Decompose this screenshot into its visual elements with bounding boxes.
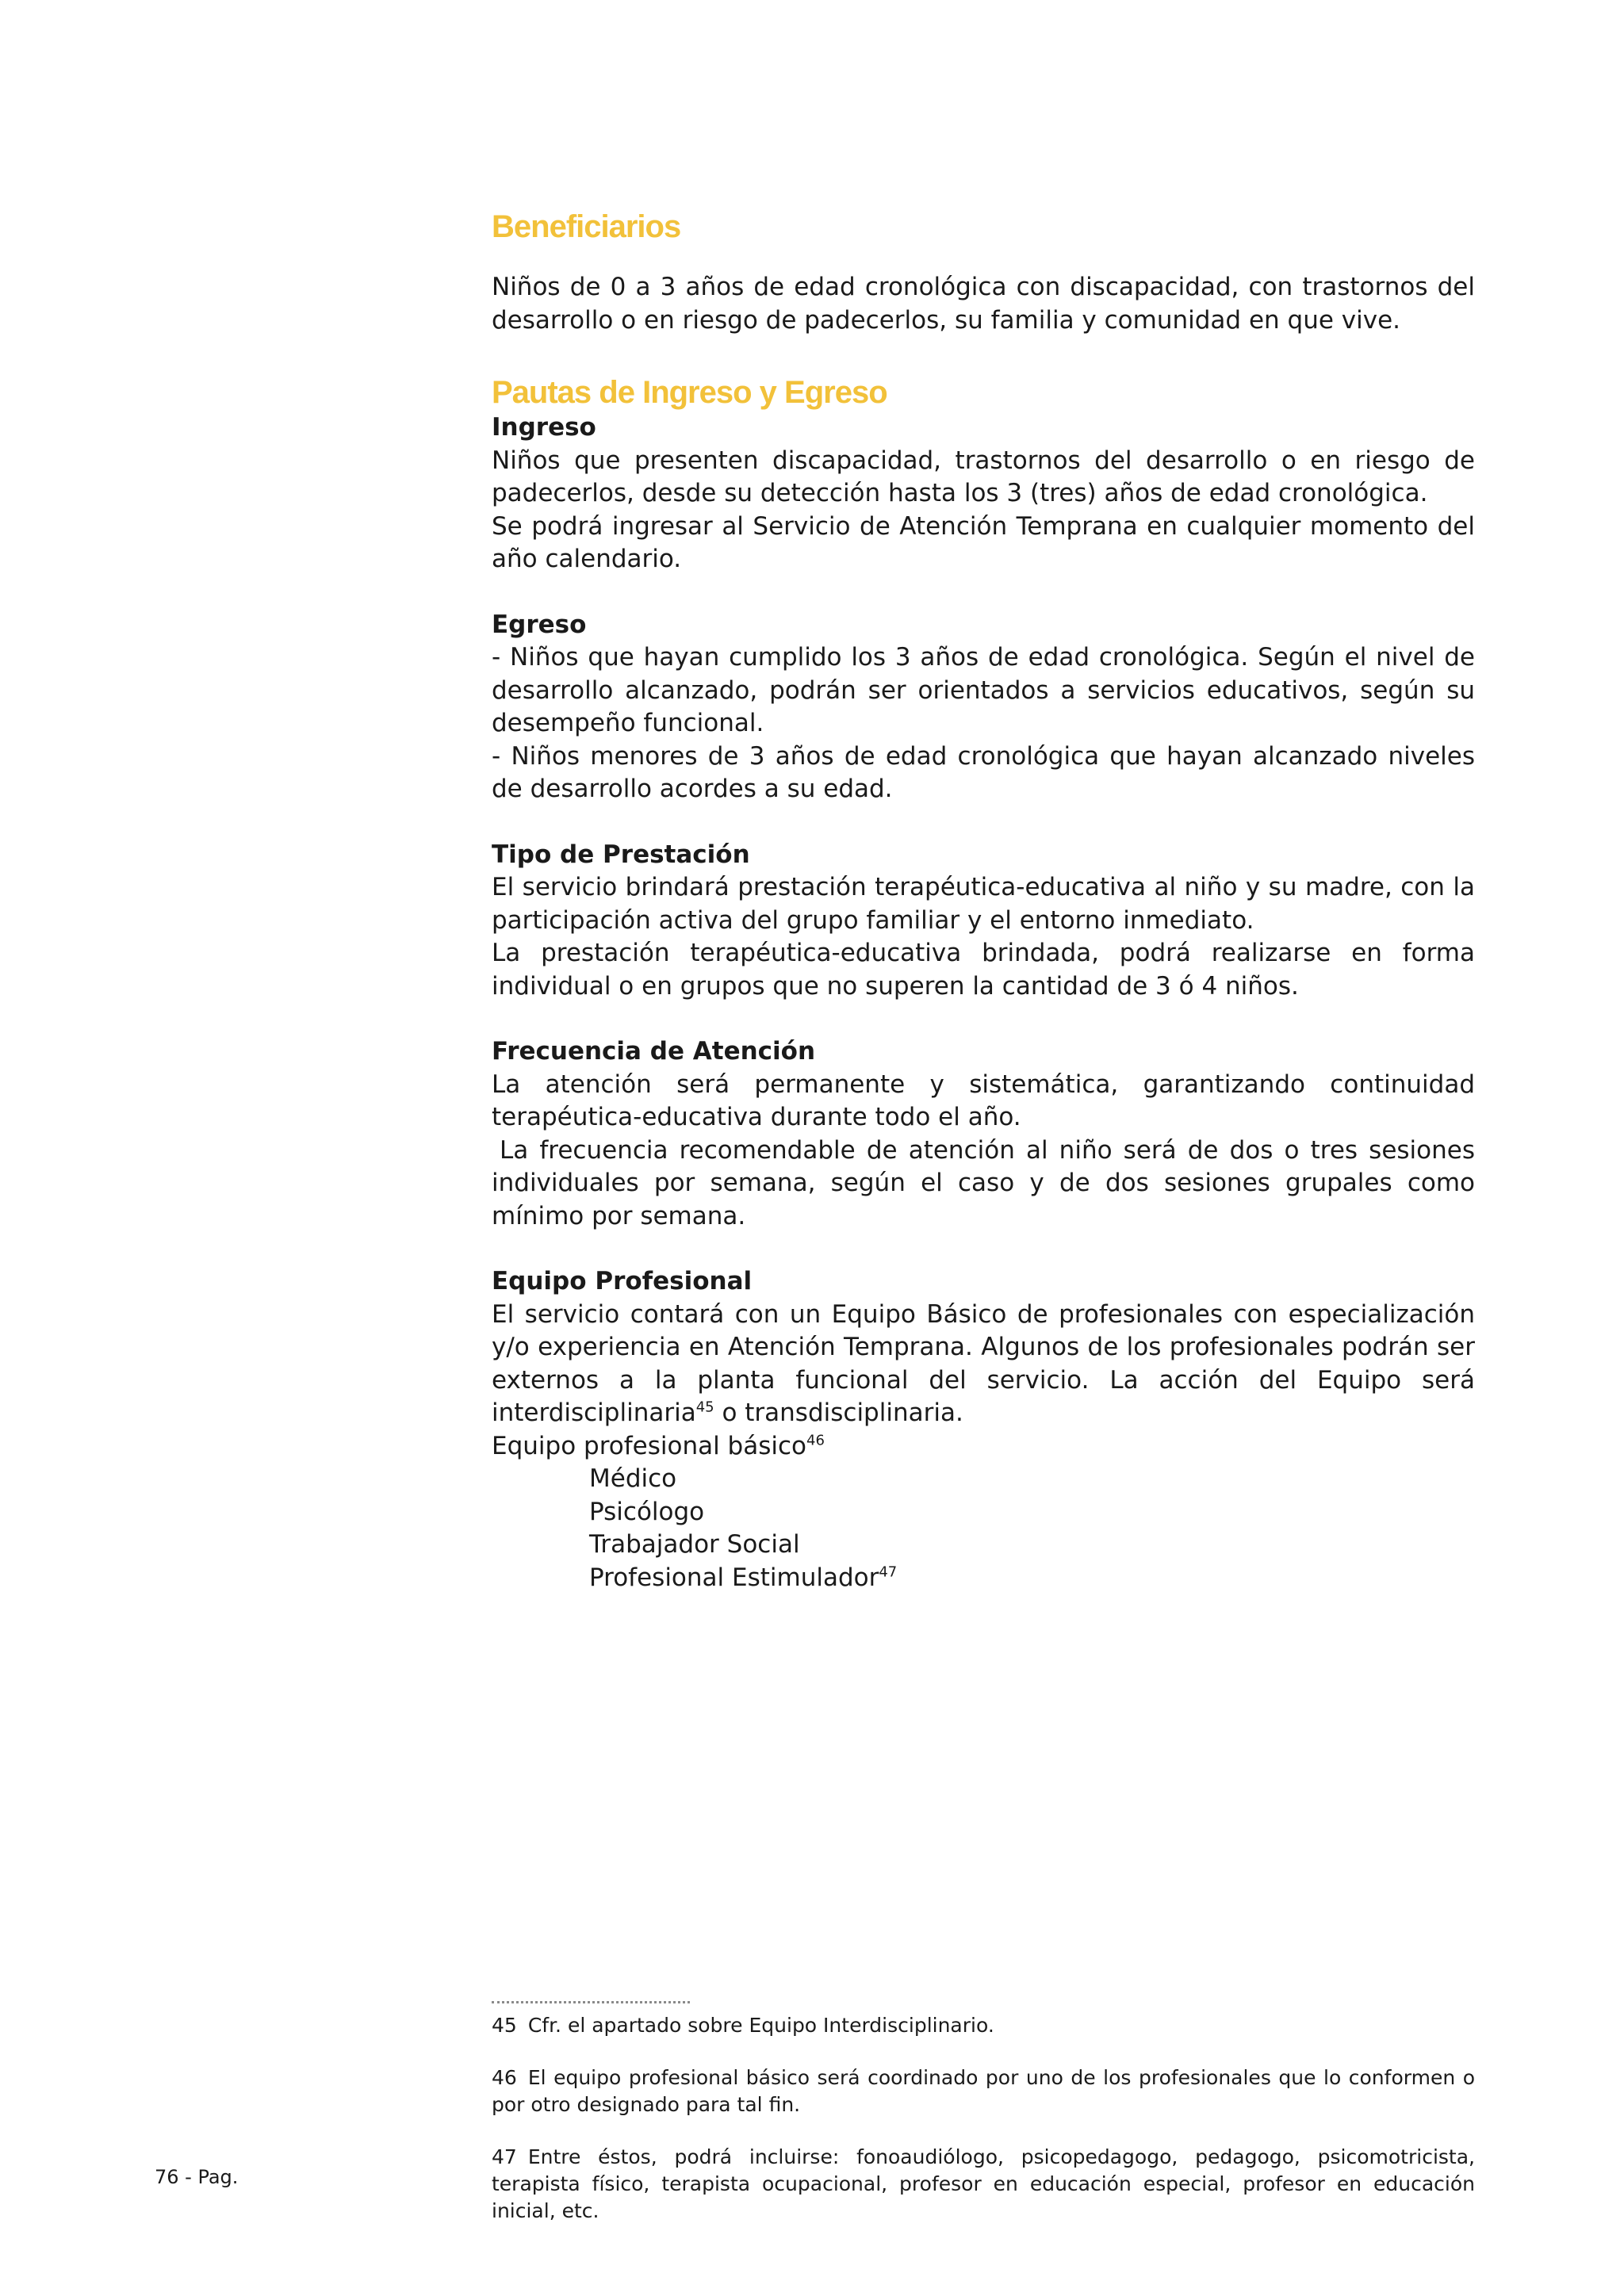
ingreso-paragraph-1: Niños que presenten discapacidad, trastornos del desarrollo o en riesgo de padecerlos, desde su detección hasta los 3 (tres) años de edad cronológica. — [492, 446, 1475, 507]
section-heading-beneficiarios: Beneficiarios — [492, 209, 681, 244]
footnote-text: Entre éstos, podrá incluirse: fonoaudiólogo, psicopedagogo, pedagogo, psicomotricista, terapista físico, terapista ocupacional, profesor en educación especial, profesor en educación inicial, etc. — [492, 2145, 1475, 2222]
footnote-ref-45[interactable]: 45 — [695, 1399, 714, 1416]
footnote-divider — [492, 2001, 690, 2003]
member-trabajador-social: Trabajador Social — [589, 1530, 800, 1559]
footnote-ref-47[interactable]: 47 — [879, 1563, 898, 1581]
footnote-ref-46[interactable]: 46 — [806, 1432, 825, 1449]
footnote-45 — [492, 2012, 1475, 2039]
footnote-47 — [492, 2144, 1475, 2225]
footnote-number: 47 — [492, 2145, 517, 2168]
member-profesional-estimulador-text: Profesional Estimulador — [589, 1563, 879, 1592]
tipo-paragraph-2: La prestación terapéutica-educativa brindada, podrá realizarse en forma individual o en grupos que no superen la cantidad de 3 ó 4 niños. — [492, 939, 1475, 1001]
beneficiarios-text: Niños de 0 a 3 años de edad cronológica con discapacidad, con trastornos del desarrollo o en riesgo de padecerlos, su familia y comunidad en que vive. — [492, 273, 1475, 335]
tipo-paragraph-1: El servicio brindará prestación terapéutica-educativa al niño y su madre, con la participación activa del grupo familiar y el entorno inmediato. — [492, 873, 1475, 935]
member-profesional-estimulador — [492, 1562, 1475, 1595]
equipo-basic-line — [492, 1430, 1475, 1464]
member-medico: Médico — [589, 1464, 677, 1493]
egreso-title: Egreso — [492, 610, 587, 639]
equipo-paragraph-1 — [492, 1299, 1475, 1430]
footnotes — [492, 2012, 1475, 2225]
frecuencia-title: Frecuencia de Atención — [492, 1037, 816, 1066]
equipo-paragraph-text: El servicio contará con un Equipo Básico de profesionales con especialización y/o experiencia en Atención Temprana. Algunos de los profesionales podrán ser externos a la planta funcional del servicio. La acción del Equipo será interdisciplinaria — [492, 1299, 1475, 1427]
egreso-paragraph-2: - Niños menores de 3 años de edad cronológica que hayan alcanzado niveles de desarrollo acordes a su edad. — [492, 741, 1475, 803]
egreso-paragraph-1: - Niños que hayan cumplido los 3 años de edad cronológica. Según el nivel de desarrollo alcanzado, podrán ser orientados a servicios educativos, según su desempeño funcional. — [492, 643, 1475, 737]
frecuencia-paragraph-1: La atención será permanente y sistemática, garantizando continuidad terapéutica-educativa durante todo el año. — [492, 1070, 1475, 1131]
footnote-text: El equipo profesional básico será coordinado por uno de los profesionales que lo conformen o por otro designado para tal fin. — [492, 2066, 1475, 2116]
page-number: 76 - Pag. — [155, 2166, 239, 2188]
ingreso-paragraph-2: Se podrá ingresar al Servicio de Atención Temprana en cualquier momento del año calendario. — [492, 511, 1475, 573]
section-heading-pautas: Pautas de Ingreso y Egreso — [492, 375, 887, 410]
footnote-text: Cfr. el apartado sobre Equipo Interdisciplinario. — [527, 2014, 994, 2037]
footnote-number: 46 — [492, 2066, 517, 2089]
ingreso-title: Ingreso — [492, 413, 596, 442]
equipo-title: Equipo Profesional — [492, 1267, 753, 1295]
footnote-number: 45 — [492, 2014, 517, 2037]
tipo-title: Tipo de Prestación — [492, 840, 750, 869]
footnote-46 — [492, 2064, 1475, 2118]
equipo-paragraph-tail: o transdisciplinaria. — [714, 1399, 963, 1427]
equipo-basic-label: Equipo profesional básico — [492, 1431, 807, 1460]
member-psicologo: Psicólogo — [589, 1497, 705, 1526]
main-content — [492, 208, 1475, 1594]
frecuencia-paragraph-2: La frecuencia recomendable de atención al niño será de dos o tres sesiones individuales por semana, según el caso y de dos sesiones grupales como mínimo por semana. — [492, 1135, 1475, 1230]
